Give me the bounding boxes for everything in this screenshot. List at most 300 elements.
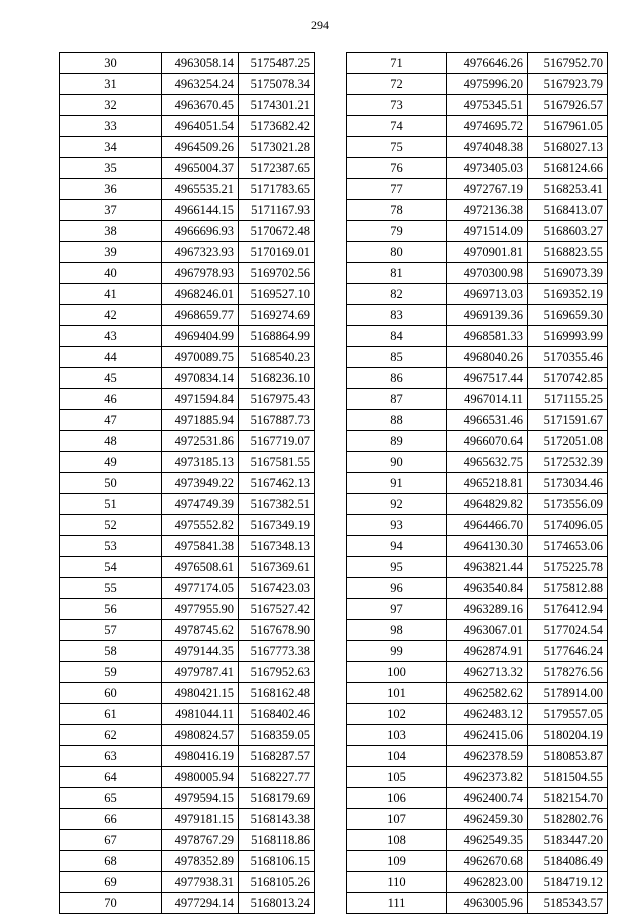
coordinates-table-left [59, 52, 315, 914]
point-number-cell: 80 [347, 242, 447, 263]
table-row [60, 263, 315, 284]
point-number-cell: 100 [347, 662, 447, 683]
y-coordinate-cell: 5168864.99 [239, 326, 315, 347]
table-row [60, 578, 315, 599]
y-coordinate-cell: 5173034.46 [528, 473, 608, 494]
y-coordinate-cell: 5169274.69 [239, 305, 315, 326]
y-coordinate-cell: 5168603.27 [528, 221, 608, 242]
point-number-cell: 40 [60, 263, 162, 284]
y-coordinate-cell: 5173682.42 [239, 116, 315, 137]
table-row [60, 305, 315, 326]
table-row [60, 641, 315, 662]
table-row [60, 116, 315, 137]
y-coordinate-cell: 5168359.05 [239, 725, 315, 746]
x-coordinate-cell: 4967014.11 [447, 389, 528, 410]
y-coordinate-cell: 5169659.30 [528, 305, 608, 326]
table-row [347, 242, 608, 263]
table-row [60, 200, 315, 221]
x-coordinate-cell: 4962400.74 [447, 788, 528, 809]
point-number-cell: 53 [60, 536, 162, 557]
point-number-cell: 47 [60, 410, 162, 431]
x-coordinate-cell: 4963289.16 [447, 599, 528, 620]
x-coordinate-cell: 4968581.33 [447, 326, 528, 347]
table-row [347, 725, 608, 746]
point-number-cell: 36 [60, 179, 162, 200]
table-row [347, 494, 608, 515]
y-coordinate-cell: 5172387.65 [239, 158, 315, 179]
x-coordinate-cell: 4980824.57 [162, 725, 239, 746]
point-number-cell: 67 [60, 830, 162, 851]
y-coordinate-cell: 5179557.05 [528, 704, 608, 725]
table-row [60, 830, 315, 851]
y-coordinate-cell: 5184086.49 [528, 851, 608, 872]
x-coordinate-cell: 4976646.26 [447, 53, 528, 74]
point-number-cell: 110 [347, 872, 447, 893]
x-coordinate-cell: 4962713.32 [447, 662, 528, 683]
table-row [347, 620, 608, 641]
y-coordinate-cell: 5175078.34 [239, 74, 315, 95]
y-coordinate-cell: 5177024.54 [528, 620, 608, 641]
y-coordinate-cell: 5168413.07 [528, 200, 608, 221]
x-coordinate-cell: 4964829.82 [447, 494, 528, 515]
table-row [347, 704, 608, 725]
table-row [347, 158, 608, 179]
table-row [60, 326, 315, 347]
x-coordinate-cell: 4962378.59 [447, 746, 528, 767]
table-row [347, 221, 608, 242]
x-coordinate-cell: 4980421.15 [162, 683, 239, 704]
y-coordinate-cell: 5170169.01 [239, 242, 315, 263]
y-coordinate-cell: 5168106.15 [239, 851, 315, 872]
y-coordinate-cell: 5168013.24 [239, 893, 315, 914]
point-number-cell: 103 [347, 725, 447, 746]
point-number-cell: 92 [347, 494, 447, 515]
x-coordinate-cell: 4962373.82 [447, 767, 528, 788]
point-number-cell: 83 [347, 305, 447, 326]
table-row [60, 620, 315, 641]
y-coordinate-cell: 5168105.26 [239, 872, 315, 893]
x-coordinate-cell: 4979594.15 [162, 788, 239, 809]
x-coordinate-cell: 4977938.31 [162, 872, 239, 893]
x-coordinate-cell: 4970089.75 [162, 347, 239, 368]
y-coordinate-cell: 5167923.79 [528, 74, 608, 95]
x-coordinate-cell: 4979787.41 [162, 662, 239, 683]
x-coordinate-cell: 4967517.44 [447, 368, 528, 389]
table-row [347, 599, 608, 620]
table-row [347, 809, 608, 830]
y-coordinate-cell: 5167773.38 [239, 641, 315, 662]
y-coordinate-cell: 5167349.19 [239, 515, 315, 536]
y-coordinate-cell: 5167952.70 [528, 53, 608, 74]
x-coordinate-cell: 4962823.00 [447, 872, 528, 893]
table-row [347, 410, 608, 431]
point-number-cell: 35 [60, 158, 162, 179]
x-coordinate-cell: 4975345.51 [447, 95, 528, 116]
point-number-cell: 79 [347, 221, 447, 242]
y-coordinate-cell: 5167462.13 [239, 473, 315, 494]
x-coordinate-cell: 4973949.22 [162, 473, 239, 494]
point-number-cell: 32 [60, 95, 162, 116]
point-number-cell: 99 [347, 641, 447, 662]
table-row [60, 788, 315, 809]
table-row [60, 725, 315, 746]
x-coordinate-cell: 4974048.38 [447, 137, 528, 158]
y-coordinate-cell: 5182154.70 [528, 788, 608, 809]
x-coordinate-cell: 4979181.15 [162, 809, 239, 830]
page-number: 294 [311, 18, 329, 32]
x-coordinate-cell: 4975841.38 [162, 536, 239, 557]
y-coordinate-cell: 5170672.48 [239, 221, 315, 242]
point-number-cell: 111 [347, 893, 447, 914]
point-number-cell: 75 [347, 137, 447, 158]
table-row [347, 662, 608, 683]
point-number-cell: 88 [347, 410, 447, 431]
point-number-cell: 41 [60, 284, 162, 305]
y-coordinate-cell: 5174301.21 [239, 95, 315, 116]
table-row [347, 830, 608, 851]
point-number-cell: 55 [60, 578, 162, 599]
y-coordinate-cell: 5167719.07 [239, 431, 315, 452]
y-coordinate-cell: 5167975.43 [239, 389, 315, 410]
y-coordinate-cell: 5168227.77 [239, 767, 315, 788]
x-coordinate-cell: 4966531.46 [447, 410, 528, 431]
point-number-cell: 58 [60, 641, 162, 662]
y-coordinate-cell: 5168027.13 [528, 137, 608, 158]
y-coordinate-cell: 5170742.85 [528, 368, 608, 389]
point-number-cell: 56 [60, 599, 162, 620]
y-coordinate-cell: 5169702.56 [239, 263, 315, 284]
table-row [347, 389, 608, 410]
y-coordinate-cell: 5168287.57 [239, 746, 315, 767]
table-row [347, 284, 608, 305]
y-coordinate-cell: 5168143.38 [239, 809, 315, 830]
table-row [347, 641, 608, 662]
y-coordinate-cell: 5168124.66 [528, 158, 608, 179]
point-number-cell: 97 [347, 599, 447, 620]
point-number-cell: 49 [60, 452, 162, 473]
y-coordinate-cell: 5183447.20 [528, 830, 608, 851]
table-row [60, 746, 315, 767]
y-coordinate-cell: 5167961.05 [528, 116, 608, 137]
table-row [347, 368, 608, 389]
y-coordinate-cell: 5167952.63 [239, 662, 315, 683]
x-coordinate-cell: 4964509.26 [162, 137, 239, 158]
point-number-cell: 37 [60, 200, 162, 221]
point-number-cell: 69 [60, 872, 162, 893]
x-coordinate-cell: 4962415.06 [447, 725, 528, 746]
table-row [60, 662, 315, 683]
point-number-cell: 48 [60, 431, 162, 452]
table-row [60, 158, 315, 179]
table-row [347, 179, 608, 200]
point-number-cell: 101 [347, 683, 447, 704]
x-coordinate-cell: 4978352.89 [162, 851, 239, 872]
x-coordinate-cell: 4962582.62 [447, 683, 528, 704]
x-coordinate-cell: 4975552.82 [162, 515, 239, 536]
y-coordinate-cell: 5168823.55 [528, 242, 608, 263]
x-coordinate-cell: 4971514.09 [447, 221, 528, 242]
table-row [347, 263, 608, 284]
y-coordinate-cell: 5178914.00 [528, 683, 608, 704]
table-row [347, 53, 608, 74]
x-coordinate-cell: 4963670.45 [162, 95, 239, 116]
point-number-cell: 108 [347, 830, 447, 851]
table-row [60, 242, 315, 263]
table-row [60, 74, 315, 95]
x-coordinate-cell: 4963540.84 [447, 578, 528, 599]
point-number-cell: 71 [347, 53, 447, 74]
x-coordinate-cell: 4965004.37 [162, 158, 239, 179]
y-coordinate-cell: 5169527.10 [239, 284, 315, 305]
y-coordinate-cell: 5176412.94 [528, 599, 608, 620]
x-coordinate-cell: 4980005.94 [162, 767, 239, 788]
x-coordinate-cell: 4976508.61 [162, 557, 239, 578]
table-row [347, 74, 608, 95]
table-row [60, 872, 315, 893]
x-coordinate-cell: 4962874.91 [447, 641, 528, 662]
x-coordinate-cell: 4971594.84 [162, 389, 239, 410]
coordinates-table-right [346, 52, 608, 914]
x-coordinate-cell: 4963067.01 [447, 620, 528, 641]
x-coordinate-cell: 4973185.13 [162, 452, 239, 473]
point-number-cell: 31 [60, 74, 162, 95]
table-row [60, 599, 315, 620]
x-coordinate-cell: 4978767.29 [162, 830, 239, 851]
point-number-cell: 85 [347, 347, 447, 368]
table-row [347, 851, 608, 872]
point-number-cell: 61 [60, 704, 162, 725]
table-row [347, 305, 608, 326]
y-coordinate-cell: 5167423.03 [239, 578, 315, 599]
point-number-cell: 81 [347, 263, 447, 284]
y-coordinate-cell: 5177646.24 [528, 641, 608, 662]
table-row [60, 704, 315, 725]
table-row [347, 515, 608, 536]
point-number-cell: 57 [60, 620, 162, 641]
y-coordinate-cell: 5167887.73 [239, 410, 315, 431]
x-coordinate-cell: 4963821.44 [447, 557, 528, 578]
point-number-cell: 74 [347, 116, 447, 137]
x-coordinate-cell: 4968659.77 [162, 305, 239, 326]
point-number-cell: 104 [347, 746, 447, 767]
x-coordinate-cell: 4963254.24 [162, 74, 239, 95]
y-coordinate-cell: 5171783.65 [239, 179, 315, 200]
y-coordinate-cell: 5173556.09 [528, 494, 608, 515]
point-number-cell: 43 [60, 326, 162, 347]
y-coordinate-cell: 5169073.39 [528, 263, 608, 284]
y-coordinate-cell: 5174096.05 [528, 515, 608, 536]
point-number-cell: 107 [347, 809, 447, 830]
table-row [347, 872, 608, 893]
table-row [60, 179, 315, 200]
table-row [347, 746, 608, 767]
x-coordinate-cell: 4962459.30 [447, 809, 528, 830]
point-number-cell: 94 [347, 536, 447, 557]
point-number-cell: 33 [60, 116, 162, 137]
y-coordinate-cell: 5185343.57 [528, 893, 608, 914]
y-coordinate-cell: 5168236.10 [239, 368, 315, 389]
point-number-cell: 106 [347, 788, 447, 809]
x-coordinate-cell: 4969139.36 [447, 305, 528, 326]
y-coordinate-cell: 5167926.57 [528, 95, 608, 116]
y-coordinate-cell: 5168402.46 [239, 704, 315, 725]
x-coordinate-cell: 4969404.99 [162, 326, 239, 347]
y-coordinate-cell: 5168253.41 [528, 179, 608, 200]
table-row [347, 788, 608, 809]
point-number-cell: 54 [60, 557, 162, 578]
y-coordinate-cell: 5169352.19 [528, 284, 608, 305]
y-coordinate-cell: 5180204.19 [528, 725, 608, 746]
x-coordinate-cell: 4965632.75 [447, 452, 528, 473]
table-row [60, 893, 315, 914]
point-number-cell: 50 [60, 473, 162, 494]
x-coordinate-cell: 4968246.01 [162, 284, 239, 305]
point-number-cell: 38 [60, 221, 162, 242]
y-coordinate-cell: 5173021.28 [239, 137, 315, 158]
point-number-cell: 45 [60, 368, 162, 389]
y-coordinate-cell: 5167581.55 [239, 452, 315, 473]
table-row [347, 347, 608, 368]
y-coordinate-cell: 5170355.46 [528, 347, 608, 368]
point-number-cell: 65 [60, 788, 162, 809]
point-number-cell: 84 [347, 326, 447, 347]
x-coordinate-cell: 4973405.03 [447, 158, 528, 179]
table-row [60, 95, 315, 116]
table-row [60, 683, 315, 704]
table-row [347, 767, 608, 788]
x-coordinate-cell: 4964130.30 [447, 536, 528, 557]
y-coordinate-cell: 5182802.76 [528, 809, 608, 830]
y-coordinate-cell: 5175487.25 [239, 53, 315, 74]
x-coordinate-cell: 4972767.19 [447, 179, 528, 200]
point-number-cell: 77 [347, 179, 447, 200]
table-row [60, 137, 315, 158]
table-row [60, 494, 315, 515]
point-number-cell: 73 [347, 95, 447, 116]
x-coordinate-cell: 4974749.39 [162, 494, 239, 515]
point-number-cell: 82 [347, 284, 447, 305]
table-row [347, 452, 608, 473]
x-coordinate-cell: 4978745.62 [162, 620, 239, 641]
y-coordinate-cell: 5168118.86 [239, 830, 315, 851]
table-row [347, 431, 608, 452]
table-row [60, 284, 315, 305]
y-coordinate-cell: 5168179.69 [239, 788, 315, 809]
point-number-cell: 62 [60, 725, 162, 746]
x-coordinate-cell: 4963005.96 [447, 893, 528, 914]
point-number-cell: 44 [60, 347, 162, 368]
y-coordinate-cell: 5167348.13 [239, 536, 315, 557]
y-coordinate-cell: 5171167.93 [239, 200, 315, 221]
point-number-cell: 68 [60, 851, 162, 872]
point-number-cell: 30 [60, 53, 162, 74]
x-coordinate-cell: 4977294.14 [162, 893, 239, 914]
point-number-cell: 39 [60, 242, 162, 263]
table-row [60, 347, 315, 368]
point-number-cell: 64 [60, 767, 162, 788]
y-coordinate-cell: 5180853.87 [528, 746, 608, 767]
x-coordinate-cell: 4970834.14 [162, 368, 239, 389]
x-coordinate-cell: 4972136.38 [447, 200, 528, 221]
point-number-cell: 60 [60, 683, 162, 704]
table-row [60, 53, 315, 74]
x-coordinate-cell: 4972531.86 [162, 431, 239, 452]
point-number-cell: 51 [60, 494, 162, 515]
point-number-cell: 105 [347, 767, 447, 788]
x-coordinate-cell: 4968040.26 [447, 347, 528, 368]
y-coordinate-cell: 5181504.55 [528, 767, 608, 788]
x-coordinate-cell: 4981044.11 [162, 704, 239, 725]
x-coordinate-cell: 4964466.70 [447, 515, 528, 536]
x-coordinate-cell: 4977955.90 [162, 599, 239, 620]
point-number-cell: 87 [347, 389, 447, 410]
table-row [347, 473, 608, 494]
table-row [60, 452, 315, 473]
y-coordinate-cell: 5168162.48 [239, 683, 315, 704]
point-number-cell: 59 [60, 662, 162, 683]
point-number-cell: 109 [347, 851, 447, 872]
y-coordinate-cell: 5174653.06 [528, 536, 608, 557]
x-coordinate-cell: 4974695.72 [447, 116, 528, 137]
point-number-cell: 70 [60, 893, 162, 914]
y-coordinate-cell: 5167382.51 [239, 494, 315, 515]
point-number-cell: 102 [347, 704, 447, 725]
point-number-cell: 95 [347, 557, 447, 578]
point-number-cell: 90 [347, 452, 447, 473]
point-number-cell: 72 [347, 74, 447, 95]
table-row [347, 578, 608, 599]
point-number-cell: 42 [60, 305, 162, 326]
point-number-cell: 52 [60, 515, 162, 536]
y-coordinate-cell: 5168540.23 [239, 347, 315, 368]
y-coordinate-cell: 5171591.67 [528, 410, 608, 431]
table-row [60, 389, 315, 410]
x-coordinate-cell: 4962670.68 [447, 851, 528, 872]
table-row [60, 368, 315, 389]
y-coordinate-cell: 5175225.78 [528, 557, 608, 578]
point-number-cell: 63 [60, 746, 162, 767]
table-row [60, 473, 315, 494]
x-coordinate-cell: 4967978.93 [162, 263, 239, 284]
y-coordinate-cell: 5178276.56 [528, 662, 608, 683]
x-coordinate-cell: 4967323.93 [162, 242, 239, 263]
x-coordinate-cell: 4964051.54 [162, 116, 239, 137]
y-coordinate-cell: 5167369.61 [239, 557, 315, 578]
table-row [60, 809, 315, 830]
table-row [347, 200, 608, 221]
point-number-cell: 96 [347, 578, 447, 599]
coordinates-table-right-body [347, 53, 608, 914]
table-row [60, 767, 315, 788]
table-row [347, 536, 608, 557]
y-coordinate-cell: 5169993.99 [528, 326, 608, 347]
table-row [60, 851, 315, 872]
x-coordinate-cell: 4979144.35 [162, 641, 239, 662]
point-number-cell: 91 [347, 473, 447, 494]
y-coordinate-cell: 5167527.42 [239, 599, 315, 620]
x-coordinate-cell: 4962483.12 [447, 704, 528, 725]
y-coordinate-cell: 5172051.08 [528, 431, 608, 452]
x-coordinate-cell: 4970300.98 [447, 263, 528, 284]
point-number-cell: 89 [347, 431, 447, 452]
y-coordinate-cell: 5171155.25 [528, 389, 608, 410]
table-row [60, 557, 315, 578]
y-coordinate-cell: 5175812.88 [528, 578, 608, 599]
x-coordinate-cell: 4977174.05 [162, 578, 239, 599]
y-coordinate-cell: 5172532.39 [528, 452, 608, 473]
point-number-cell: 98 [347, 620, 447, 641]
x-coordinate-cell: 4962549.35 [447, 830, 528, 851]
